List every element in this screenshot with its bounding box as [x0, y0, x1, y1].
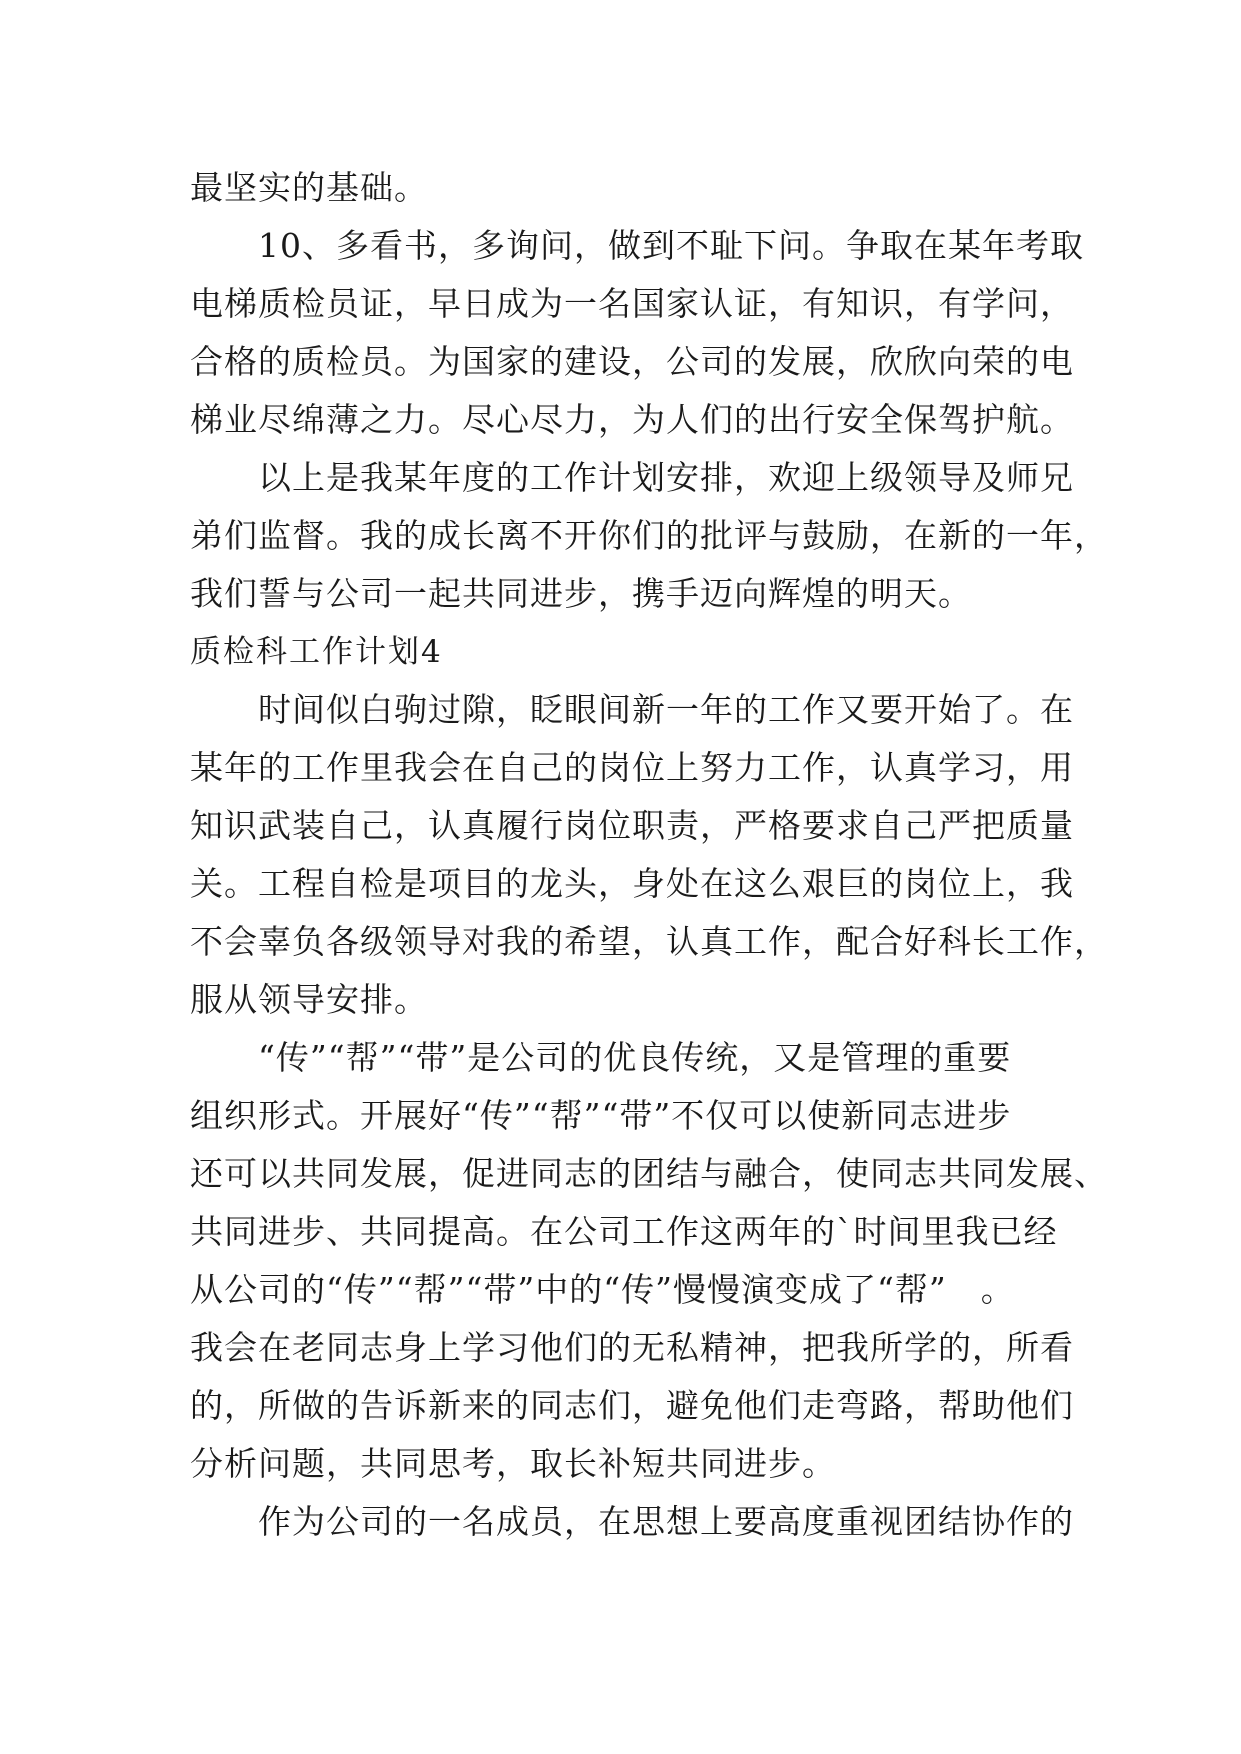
text-line: 不会辜负各级领导对我的希望，认真工作，配合好科长工作， [190, 922, 1108, 961]
text-line: 梯业尽绵薄之力。尽心尽力，为人们的出行安全保驾护航。 [190, 400, 1074, 439]
text-line: 服从领导安排。 [190, 980, 428, 1019]
text-line: 合格的质检员。为国家的建设，公司的发展，欣欣向荣的电 [190, 342, 1074, 381]
text-line: 分析问题，共同思考，取长补短共同进步。 [190, 1444, 836, 1483]
text-line: 我会在老同志身上学习他们的无私精神，把我所学的，所看 [190, 1328, 1074, 1367]
text-line: 最坚实的基础。 [190, 168, 428, 207]
text-line: 的，所做的告诉新来的同志们，避免他们走弯路，帮助他们 [190, 1386, 1074, 1425]
text-line: 从公司的“传”“帮”“带”中的“传”慢慢演变成了“帮” 。 [190, 1270, 1015, 1309]
text-line: 我们誓与公司一起共同进步，携手迈向辉煌的明天。 [190, 574, 972, 613]
text-line: 关。工程自检是项目的龙头，身处在这么艰巨的岗位上，我 [190, 864, 1074, 903]
text-line: 作为公司的一名成员，在思想上要高度重视团结协作的 [258, 1502, 1074, 1541]
text-line: 知识武装自己，认真履行岗位职责，严格要求自己严把质量 [190, 806, 1074, 845]
text-line: 还可以共同发展，促进同志的团结与融合，使同志共同发展、 [190, 1154, 1108, 1193]
text-line: 时间似白驹过隙，眨眼间新一年的工作又要开始了。在 [258, 690, 1074, 729]
text-line: 组织形式。开展好“传”“帮”“带”不仅可以使新同志进步 [190, 1096, 1012, 1135]
text-line: 共同进步、共同提高。在公司工作这两年的`时间里我已经 [190, 1212, 1058, 1251]
section-heading: 质检科工作计划4 [190, 634, 443, 670]
text-line: 10、多看书，多询问，做到不耻下问。争取在某年考取 [258, 226, 1084, 265]
text-line: 以上是我某年度的工作计划安排，欢迎上级领导及师兄 [258, 458, 1074, 497]
text-line: 某年的工作里我会在自己的岗位上努力工作，认真学习，用 [190, 748, 1074, 787]
text-line: “传”“帮”“带”是公司的优良传统，又是管理的重要 [258, 1038, 1012, 1077]
text-line: 弟们监督。我的成长离不开你们的批评与鼓励，在新的一年， [190, 516, 1108, 555]
text-line: 电梯质检员证，早日成为一名国家认证，有知识，有学问， [190, 284, 1074, 323]
